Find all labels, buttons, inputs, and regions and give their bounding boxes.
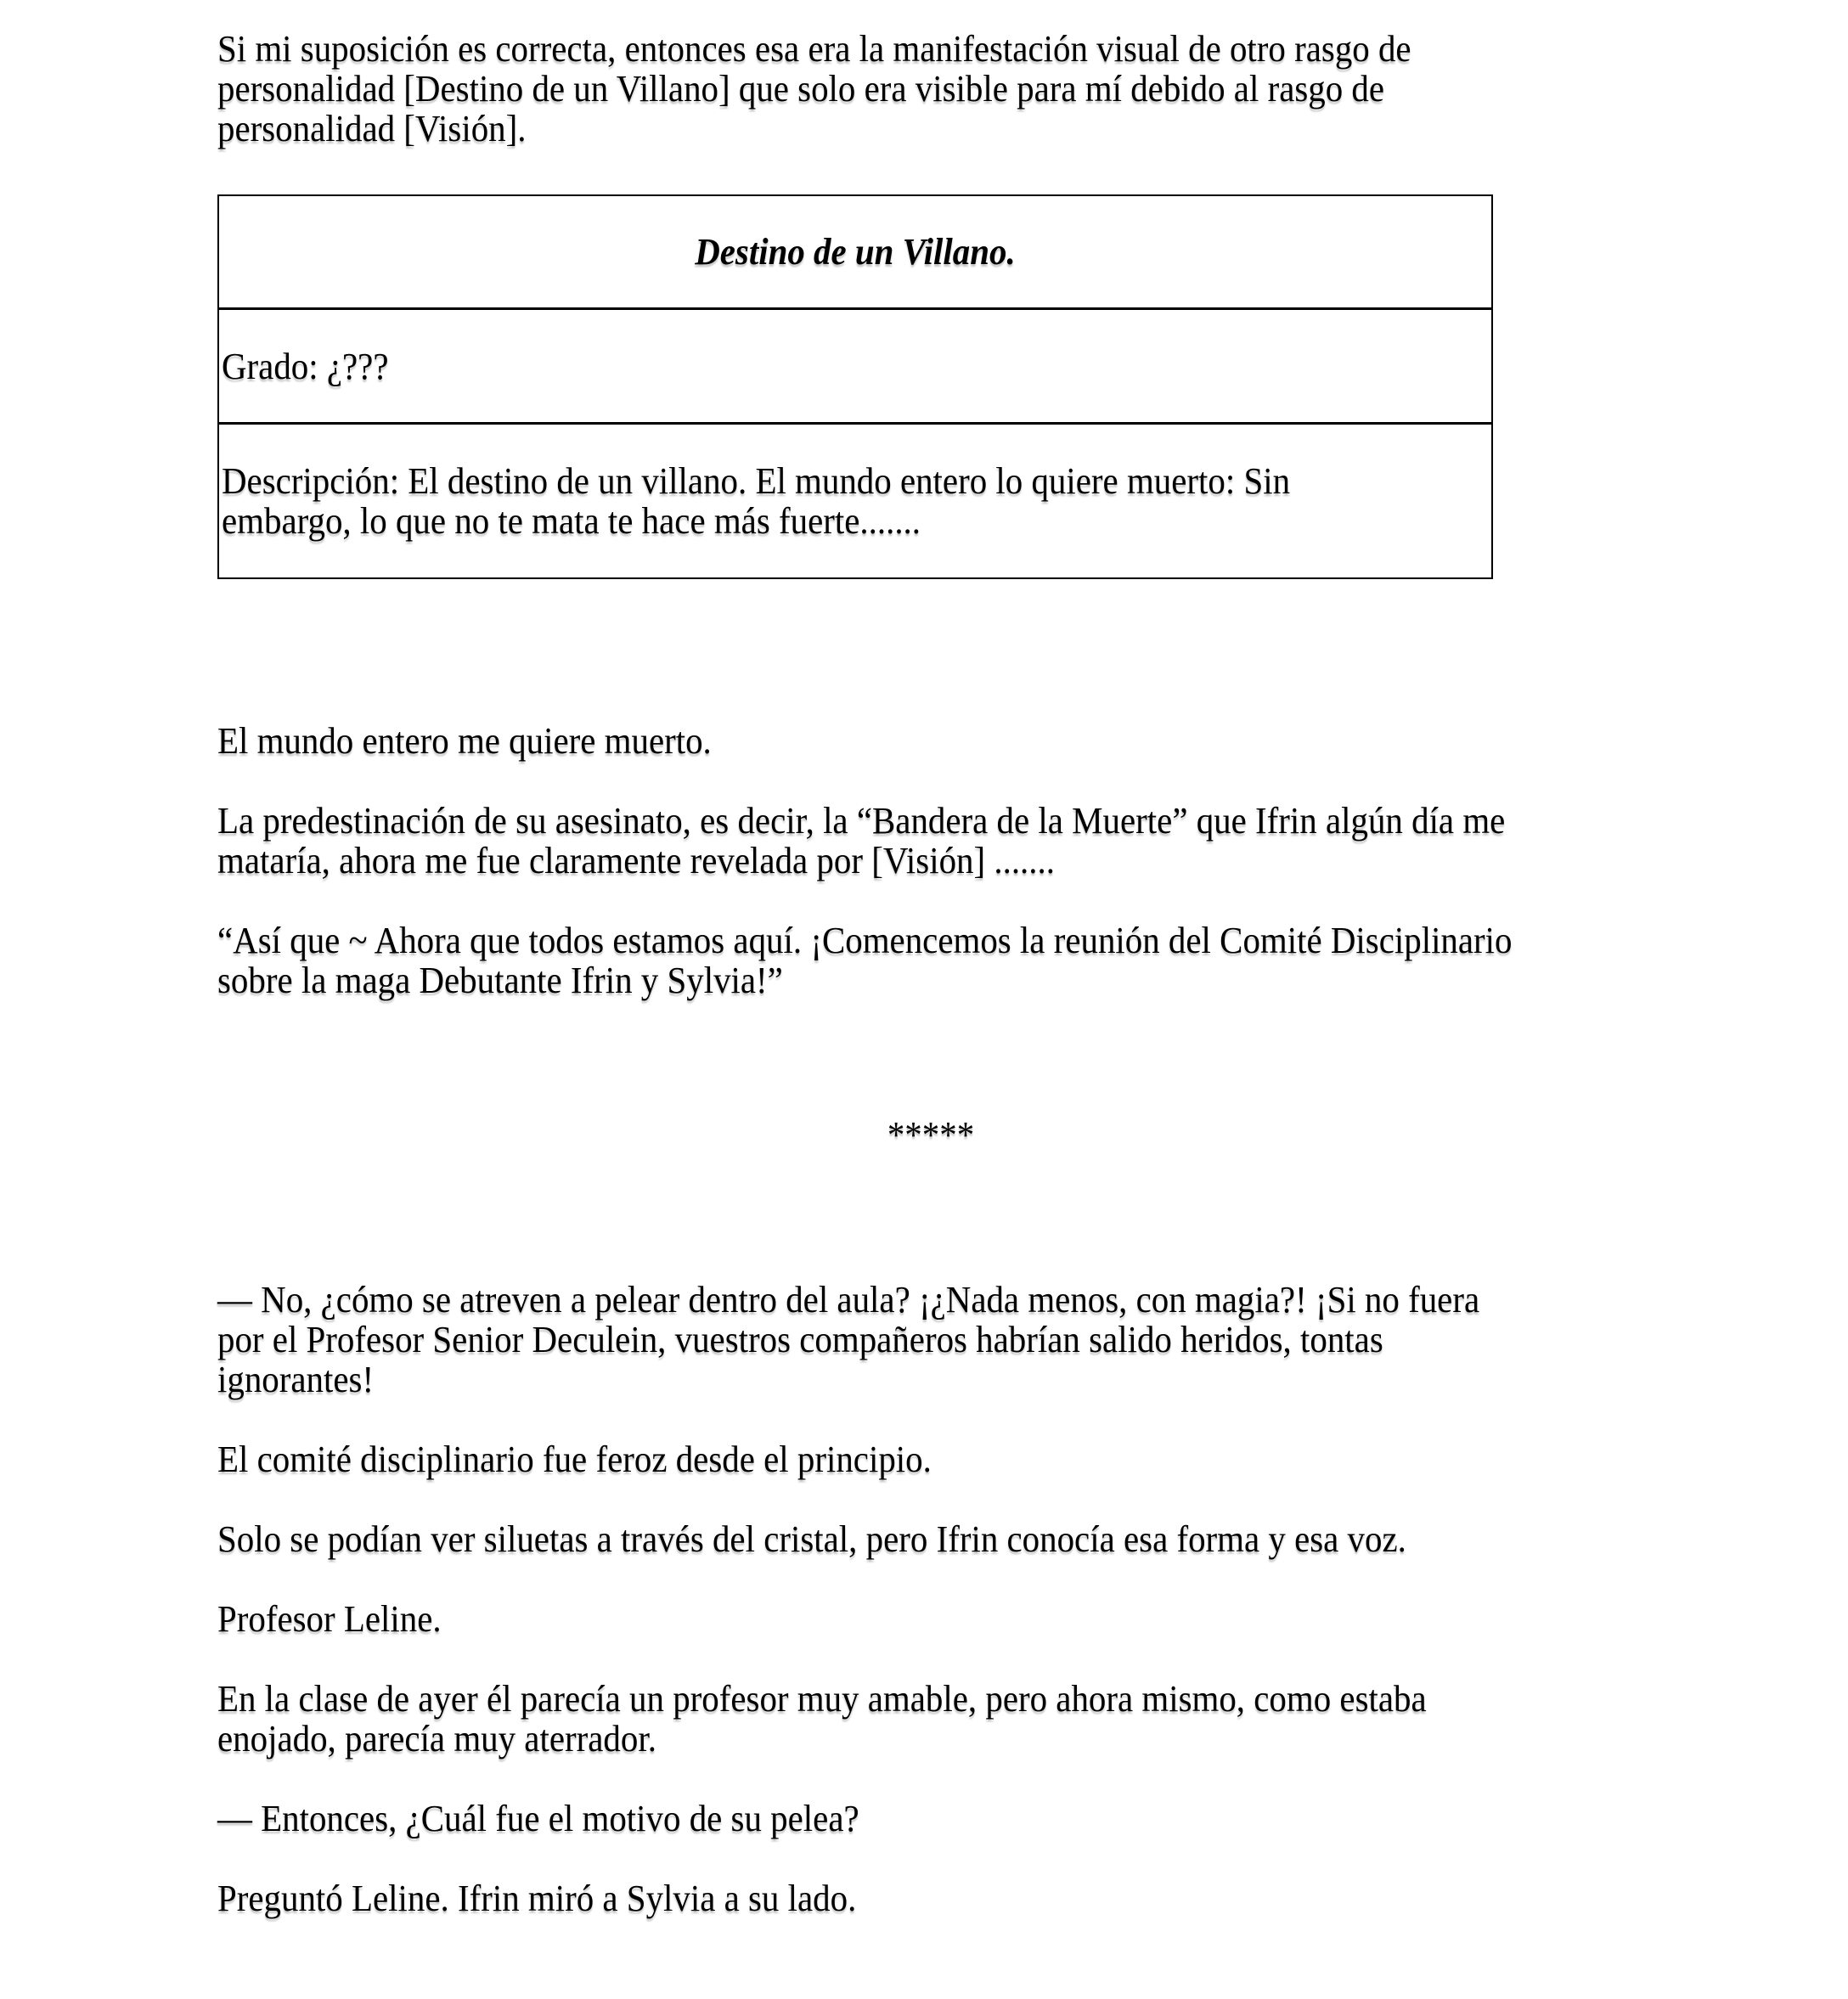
- text-line: El comité disciplinario fue feroz desde el principio.: [217, 1439, 932, 1480]
- text-line: En la clase de ayer él parecía un profesor muy amable, pero ahora mismo, como estaba: [217, 1678, 1427, 1720]
- paragraph-committee-fierce: [217, 1439, 1644, 1479]
- text-line: Profesor Leline.: [217, 1598, 442, 1640]
- paragraph-silhouettes: [217, 1519, 1644, 1559]
- text-line: Si mi suposición es correcta, entonces esa era la manifestación visual de otro rasgo de: [217, 28, 1411, 70]
- text-line: La predestinación de su asesinato, es decir, la “Bandera de la Muerte” que Ifrin algún día me: [217, 800, 1506, 842]
- text-line: — Entonces, ¿Cuál fue el motivo de su pelea?: [217, 1798, 859, 1839]
- paragraph-world-wants-me-dead: [217, 721, 1644, 761]
- description-line: embargo, lo que no te mata te hace más fuerte.......: [222, 500, 921, 542]
- text-line: personalidad [Visión].: [217, 108, 527, 149]
- text-line: “Así que ~ Ahora que todos estamos aquí. ¡Comencemos la reunión del Comité Disciplinario: [217, 920, 1513, 961]
- scene-separator: [217, 1115, 1644, 1155]
- paragraph-question-motive: [217, 1799, 1644, 1839]
- trait-grade-row: [219, 307, 1491, 422]
- text-line: Solo se podían ver siluetas a través del cristal, pero Ifrin conocía esa forma y esa voz.: [217, 1518, 1406, 1560]
- text-line: enojado, parecía muy aterrador.: [217, 1718, 656, 1760]
- text-column: [217, 29, 1644, 1958]
- paragraph-predestination: [217, 801, 1644, 881]
- trait-table: [217, 194, 1493, 579]
- trait-table-title: Destino de un Villano.: [695, 231, 1016, 273]
- grade-text: Grado: ¿???: [222, 345, 389, 387]
- text-line: sobre la maga Debutante Ifrin y Sylvia!”: [217, 960, 783, 1001]
- text-line: personalidad [Destino de un Villano] que solo era visible para mí debido al rasgo de: [217, 68, 1385, 110]
- text-line: El mundo entero me quiere muerto.: [217, 720, 712, 762]
- asterisk-divider: *****: [887, 1114, 975, 1156]
- text-line: — No, ¿cómo se atreven a pelear dentro del aula? ¡¿Nada menos, con magia?! ¡Si no fuera: [217, 1279, 1480, 1320]
- paragraph-professor-leline: [217, 1599, 1644, 1639]
- paragraph-yesterday-class: [217, 1679, 1644, 1759]
- intro-paragraph: [217, 29, 1644, 149]
- description-line: Descripción: El destino de un villano. El mundo entero lo quiere muerto: Sin: [222, 460, 1291, 502]
- paragraph-meeting-announcement: [217, 921, 1644, 1000]
- paragraph-scolding: [217, 1280, 1644, 1399]
- text-line: mataría, ahora me fue claramente revelada por [Visión] .......: [217, 840, 1055, 881]
- trait-title-row: [219, 196, 1491, 307]
- paragraph-asked-leline: [217, 1878, 1644, 1918]
- text-line: ignorantes!: [217, 1359, 375, 1400]
- trait-description-row: [219, 422, 1491, 577]
- text-line: Preguntó Leline. Ifrin miró a Sylvia a su lado.: [217, 1878, 857, 1919]
- text-line: por el Profesor Senior Deculein, vuestros compañeros habrían salido heridos, tontas: [217, 1319, 1383, 1360]
